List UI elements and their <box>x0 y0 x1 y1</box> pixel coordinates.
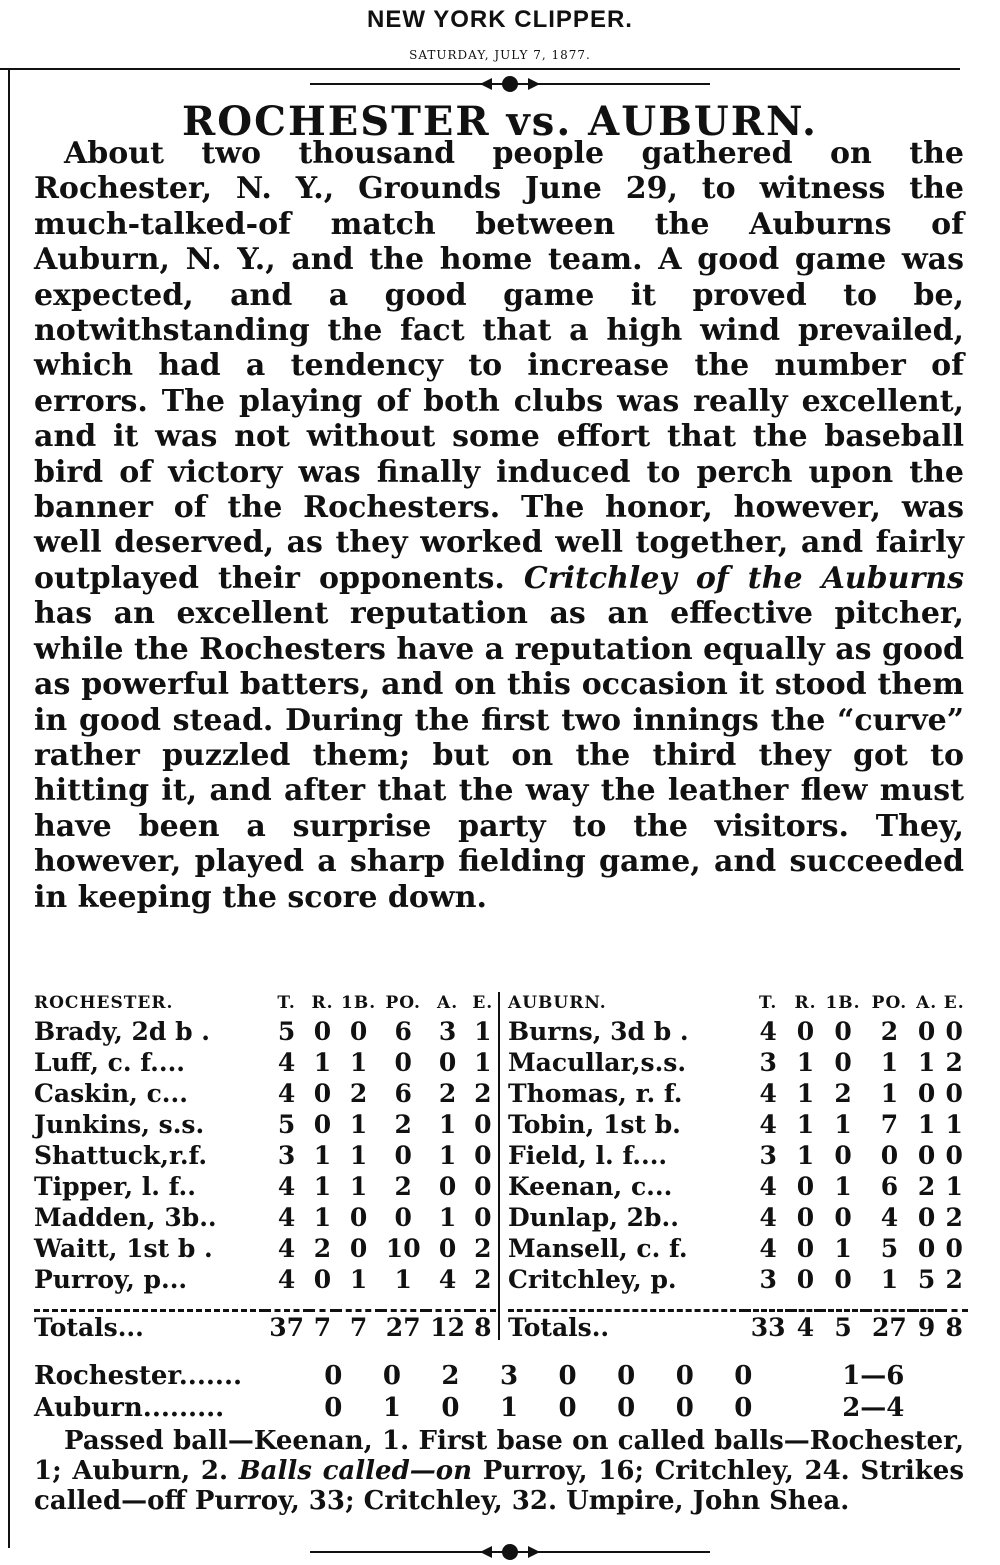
stat-cell: 1 <box>945 1172 963 1201</box>
player-name: Mansell, c. f. <box>508 1234 688 1263</box>
stat-cell: 2 <box>945 1203 963 1232</box>
column-header: PO. <box>385 993 421 1013</box>
player-name: Junkins, s.s. <box>34 1110 205 1139</box>
stat-cell: 0 <box>945 1234 963 1263</box>
box-score-divider <box>498 992 500 1340</box>
stat-cell: 0 <box>834 1265 852 1294</box>
stat-cell: 0 <box>349 1234 368 1263</box>
player-name: Luff, c. f.... <box>34 1048 185 1077</box>
player-row <box>508 1078 968 1109</box>
stat-cell: 4 <box>277 1079 296 1108</box>
column-header: T. <box>758 993 778 1013</box>
stat-cell: 1 <box>313 1172 332 1201</box>
stat-cell: 1 <box>349 1265 368 1294</box>
player-name: Waitt, 1st b . <box>34 1234 213 1263</box>
stat-cell: 0 <box>349 1203 368 1232</box>
stat-cell: 0 <box>834 1203 852 1232</box>
stat-cell: 0 <box>394 1203 412 1232</box>
player-name: Tipper, l. f.. <box>34 1172 196 1201</box>
player-name: Madden, 3b.. <box>34 1203 217 1232</box>
stat-cell: 4 <box>759 1234 777 1263</box>
stat-cell: 0 <box>834 1141 852 1170</box>
total-cell: 8 <box>945 1313 963 1342</box>
stat-cell: 0 <box>917 1141 936 1170</box>
top-ornament <box>310 72 710 96</box>
article-text-2: has an excellent reputation as an effective pitcher, while the Rochesters have a reputation equally as good as powerful batters, and on this occasion it stood them in good stead. During the first two innings the “curve” rather puzzled them; but on the third they got to hitting it, and after that the way the leather flew must have been a surprise party to the visitors. They, however, played a sharp fielding game, and succeeded in keeping the score down. <box>34 596 964 915</box>
inning-score: 0 <box>324 1361 343 1391</box>
player-name: Keenan, c... <box>508 1172 673 1201</box>
stat-cell: 2 <box>474 1079 492 1108</box>
inning-score: 0 <box>558 1393 577 1423</box>
stat-cell: 0 <box>945 1141 963 1170</box>
rochester-box-score <box>34 990 496 1343</box>
totals-rule <box>34 1295 496 1311</box>
notes-italic: Balls called—on <box>238 1456 473 1486</box>
stat-cell: 0 <box>313 1265 332 1294</box>
totals-rule-row <box>508 1295 968 1311</box>
player-row <box>34 1109 496 1140</box>
stat-cell: 3 <box>759 1048 777 1077</box>
player-name: Caskin, c... <box>34 1079 188 1108</box>
stat-cell: 2 <box>349 1079 368 1108</box>
top-rule <box>0 68 960 70</box>
stat-cell: 1 <box>796 1141 815 1170</box>
linescore-team: Auburn......... <box>34 1393 225 1423</box>
stat-cell: 1 <box>349 1172 368 1201</box>
stat-cell: 0 <box>880 1141 899 1170</box>
stat-cell: 5 <box>277 1017 296 1046</box>
player-name: Thomas, r. f. <box>508 1079 683 1108</box>
stat-cell: 3 <box>759 1265 777 1294</box>
column-header: 1B. <box>825 993 861 1013</box>
stat-cell: 6 <box>880 1172 899 1201</box>
stat-cell: 1 <box>796 1048 815 1077</box>
stat-cell: 10 <box>385 1234 421 1263</box>
left-column-border <box>8 68 10 1548</box>
total-cell: 9 <box>917 1313 936 1342</box>
auburn-header-row <box>508 990 968 1016</box>
stat-cell: 0 <box>834 1048 852 1077</box>
stat-cell: 0 <box>917 1079 936 1108</box>
player-row <box>34 1202 496 1233</box>
stat-cell: 1 <box>945 1110 963 1139</box>
player-name: Brady, 2d b . <box>34 1017 210 1046</box>
stat-cell: 0 <box>438 1048 457 1077</box>
total-cell: 37 <box>269 1313 304 1342</box>
stat-cell: 4 <box>277 1048 296 1077</box>
stat-cell: 0 <box>394 1048 412 1077</box>
total-cell: 27 <box>872 1313 907 1342</box>
total-cell: 33 <box>750 1313 786 1342</box>
player-row <box>508 1264 968 1295</box>
stat-cell: 4 <box>759 1203 777 1232</box>
stat-cell: 0 <box>917 1203 936 1232</box>
bottom-ornament <box>310 1540 710 1564</box>
player-name: Tobin, 1st b. <box>508 1110 681 1139</box>
column-header: PO. <box>871 993 908 1013</box>
stat-cell: 0 <box>474 1203 492 1232</box>
linescore-team: Rochester....... <box>34 1361 243 1391</box>
auburn-team-name: AUBURN. <box>508 993 607 1013</box>
total-cell: 8 <box>474 1313 492 1342</box>
stat-cell: 4 <box>759 1017 777 1046</box>
masthead: NEW YORK CLIPPER. <box>367 6 633 33</box>
column-header: E. <box>472 993 494 1013</box>
stat-cell: 2 <box>917 1172 936 1201</box>
inning-score: 0 <box>324 1393 343 1423</box>
stat-cell: 2 <box>945 1048 963 1077</box>
total-cell: 7 <box>349 1313 368 1342</box>
stat-cell: 2 <box>945 1265 963 1294</box>
player-row <box>508 1233 968 1264</box>
stat-cell: 4 <box>277 1265 296 1294</box>
stat-cell: 4 <box>277 1234 296 1263</box>
stat-cell: 5 <box>880 1234 899 1263</box>
totals-row <box>34 1311 496 1344</box>
stat-cell: 0 <box>474 1172 492 1201</box>
player-row <box>34 1140 496 1171</box>
column-header: A. <box>916 993 938 1013</box>
stat-cell: 2 <box>474 1234 492 1263</box>
player-row <box>508 1109 968 1140</box>
stat-cell: 1 <box>438 1110 457 1139</box>
totals-row <box>508 1311 968 1344</box>
stat-cell: 0 <box>313 1017 332 1046</box>
stat-cell: 2 <box>313 1234 332 1263</box>
player-row <box>34 1264 496 1295</box>
stat-cell: 7 <box>880 1110 899 1139</box>
inning-score: 1 <box>499 1393 519 1423</box>
player-name: Burns, 3d b . <box>508 1017 689 1046</box>
stat-cell: 1 <box>796 1079 815 1108</box>
stat-cell: 0 <box>349 1017 368 1046</box>
stat-cell: 0 <box>313 1110 332 1139</box>
stat-cell: 1 <box>313 1141 332 1170</box>
total-cell: 12 <box>430 1313 465 1342</box>
stat-cell: 0 <box>796 1234 815 1263</box>
inning-score: 0 <box>675 1393 694 1423</box>
stat-cell: 2 <box>880 1017 899 1046</box>
column-header: E. <box>943 993 965 1013</box>
stat-cell: 0 <box>438 1234 457 1263</box>
player-name: Critchley, p. <box>508 1265 677 1294</box>
stat-cell: 0 <box>945 1017 963 1046</box>
stat-cell: 1 <box>349 1110 368 1139</box>
player-name: Purroy, p... <box>34 1265 188 1294</box>
totals-rule <box>508 1295 968 1311</box>
stat-cell: 1 <box>917 1110 936 1139</box>
stat-cell: 0 <box>796 1265 815 1294</box>
stat-cell: 0 <box>796 1203 815 1232</box>
player-name: Macullar,s.s. <box>508 1048 687 1077</box>
stat-cell: 2 <box>394 1172 412 1201</box>
stat-cell: 2 <box>474 1265 492 1294</box>
stat-cell: 1 <box>349 1141 368 1170</box>
game-notes <box>34 1426 964 1516</box>
line-score <box>34 1360 974 1424</box>
stat-cell: 1 <box>917 1048 936 1077</box>
inning-score: 0 <box>617 1361 636 1391</box>
rochester-header-row <box>34 990 496 1016</box>
stat-cell: 2 <box>438 1079 457 1108</box>
stat-cell: 4 <box>759 1172 777 1201</box>
stat-cell: 1 <box>796 1110 815 1139</box>
stat-cell: 4 <box>277 1203 296 1232</box>
stat-cell: 6 <box>394 1017 412 1046</box>
stat-cell: 1 <box>834 1110 852 1139</box>
stat-cell: 0 <box>474 1141 492 1170</box>
player-row <box>34 1078 496 1109</box>
dateline: SATURDAY, JULY 7, 1877. <box>409 48 591 62</box>
stat-cell: 1 <box>834 1234 852 1263</box>
stat-cell: 2 <box>394 1110 412 1139</box>
inning-score: 0 <box>558 1361 577 1391</box>
stat-cell: 4 <box>438 1265 457 1294</box>
article-body <box>34 136 964 915</box>
stat-cell: 0 <box>917 1017 936 1046</box>
player-row <box>34 1016 496 1047</box>
notes-text-2: Purroy, 16; Critchley, 24. Strikes called—off Purroy, 33; Critchley, 32. Umpire, John Shea. <box>34 1456 964 1516</box>
inning-score: 1 <box>382 1393 401 1423</box>
stat-cell: 1 <box>880 1079 899 1108</box>
inning-score: 2—4 <box>842 1393 905 1423</box>
totals-label: Totals.. <box>508 1313 610 1342</box>
inning-score: 1—6 <box>842 1361 905 1391</box>
inning-score: 0 <box>617 1393 636 1423</box>
stat-cell: 1 <box>834 1172 852 1201</box>
player-row <box>34 1047 496 1078</box>
stat-cell: 1 <box>349 1048 368 1077</box>
total-cell: 4 <box>796 1313 815 1342</box>
inning-score: 3 <box>499 1361 519 1391</box>
headline: ROCHESTER vs. AUBURN. <box>182 98 818 145</box>
inning-score: 0 <box>441 1393 460 1423</box>
stat-cell: 0 <box>917 1234 936 1263</box>
inning-score: 0 <box>734 1393 753 1423</box>
stat-cell: 0 <box>796 1172 815 1201</box>
stat-cell: 1 <box>474 1048 492 1077</box>
player-name: Shattuck,r.f. <box>34 1141 208 1170</box>
stat-cell: 1 <box>394 1265 412 1294</box>
stat-cell: 3 <box>438 1017 457 1046</box>
player-row <box>508 1047 968 1078</box>
total-cell: 27 <box>385 1313 421 1342</box>
article-text-1: About two thousand people gathered on the Rochester, N. Y., Grounds June 29, to witness the much-talked-of match between the Auburns of Auburn, N. Y., and the home team. A good game was expected, and a good game it proved to be, notwithstanding the fact that a high wind prevailed, which had a tendency to increase the number of errors. The playing of both clubs was really excellent, and it was not without some effort that the baseball bird of victory was finally induced to perch upon the banner of the Rochesters. The honor, however, was well deserved, as they worked well together, and fairly outplayed their opponents. <box>34 136 964 596</box>
inning-score: 0 <box>675 1361 694 1391</box>
rochester-team-name: ROCHESTER. <box>34 993 174 1013</box>
inning-score: 0 <box>734 1361 753 1391</box>
stat-cell: 4 <box>880 1203 899 1232</box>
totals-label: Totals... <box>34 1313 144 1342</box>
stat-cell: 0 <box>945 1079 963 1108</box>
stat-cell: 2 <box>834 1079 852 1108</box>
stat-cell: 3 <box>759 1141 777 1170</box>
stat-cell: 1 <box>880 1048 899 1077</box>
stat-cell: 0 <box>796 1017 815 1046</box>
stat-cell: 1 <box>313 1048 332 1077</box>
column-header: R. <box>794 993 817 1013</box>
linescore-row <box>34 1360 974 1392</box>
player-name: Dunlap, 2b.. <box>508 1203 679 1232</box>
linescore-row <box>34 1392 974 1424</box>
stat-cell: 1 <box>438 1203 457 1232</box>
stat-cell: 5 <box>917 1265 936 1294</box>
inning-score: 0 <box>382 1361 401 1391</box>
stat-cell: 1 <box>438 1141 457 1170</box>
stat-cell: 4 <box>277 1172 296 1201</box>
stat-cell: 0 <box>438 1172 457 1201</box>
notes-text-1: Passed ball—Keenan, 1. First base on called balls—Rochester, 1; Auburn, 2. <box>34 1426 964 1486</box>
player-row <box>508 1140 968 1171</box>
stat-cell: 0 <box>394 1141 412 1170</box>
stat-cell: 3 <box>277 1141 296 1170</box>
totals-rule-row <box>34 1295 496 1311</box>
player-row <box>508 1016 968 1047</box>
column-header: A. <box>437 993 459 1013</box>
player-row <box>508 1171 968 1202</box>
stat-cell: 0 <box>474 1110 492 1139</box>
player-name: Field, l. f.... <box>508 1141 668 1170</box>
total-cell: 7 <box>313 1313 332 1342</box>
stat-cell: 5 <box>277 1110 296 1139</box>
player-row <box>34 1233 496 1264</box>
auburn-box-score <box>508 990 968 1343</box>
stat-cell: 1 <box>474 1017 492 1046</box>
column-header: T. <box>277 993 296 1013</box>
total-cell: 5 <box>834 1313 852 1342</box>
stat-cell: 4 <box>759 1110 777 1139</box>
player-row <box>34 1171 496 1202</box>
stat-cell: 1 <box>880 1265 899 1294</box>
stat-cell: 6 <box>394 1079 412 1108</box>
stat-cell: 4 <box>759 1079 777 1108</box>
player-row <box>508 1202 968 1233</box>
stat-cell: 0 <box>834 1017 852 1046</box>
stat-cell: 0 <box>313 1079 332 1108</box>
stat-cell: 1 <box>313 1203 332 1232</box>
column-header: 1B. <box>341 993 377 1013</box>
inning-score: 2 <box>441 1361 460 1391</box>
column-header: R. <box>311 993 334 1013</box>
article-italic: Critchley of the Auburns <box>523 560 964 596</box>
